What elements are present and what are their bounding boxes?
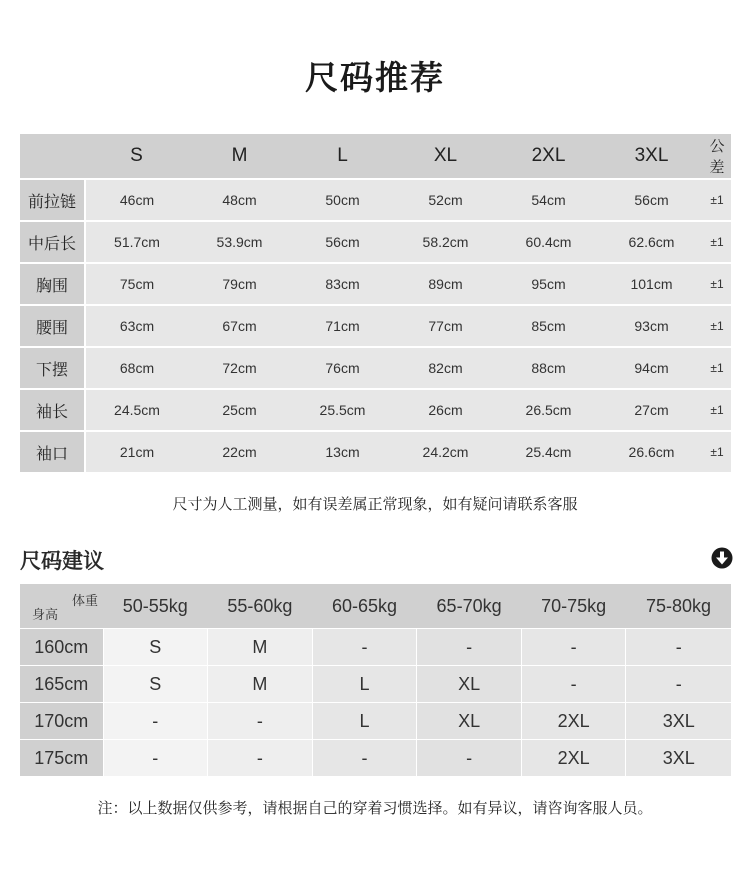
size-col-header: L (291, 134, 394, 179)
measurement-value: 51.7cm (85, 221, 188, 263)
measurement-value: 52cm (394, 179, 497, 221)
tolerance-header: 公差 (703, 134, 731, 179)
size-row (20, 221, 731, 263)
recommended-size: - (208, 703, 313, 740)
measurement-value: 75cm (85, 263, 188, 305)
section-title: 尺码建议 (20, 549, 104, 573)
recommended-size: - (521, 666, 626, 703)
size-col-header: 2XL (497, 134, 600, 179)
measurement-label: 下摆 (20, 347, 85, 389)
measurement-value: 76cm (291, 347, 394, 389)
height-row (20, 740, 731, 777)
measurement-value: 25.4cm (497, 431, 600, 473)
size-row (20, 431, 731, 473)
measurement-value: 88cm (497, 347, 600, 389)
measurement-value: 56cm (600, 179, 703, 221)
measurement-note: 尺寸为人工测量，如有误差属正常现象，如有疑问请联系客服 (172, 495, 578, 513)
weight-col-header: 75-80kg (626, 584, 731, 629)
recommended-size: M (208, 629, 313, 666)
measurement-value: 67cm (188, 305, 291, 347)
weight-col-header: 65-70kg (417, 584, 522, 629)
measurement-value: 50cm (291, 179, 394, 221)
measurement-value: 94cm (600, 347, 703, 389)
page-title: 尺码推荐 (305, 58, 445, 97)
recommended-size: - (521, 629, 626, 666)
height-label: 170cm (20, 703, 103, 740)
measurement-label: 袖口 (20, 431, 85, 473)
measurement-value: 21cm (85, 431, 188, 473)
measurement-value: 83cm (291, 263, 394, 305)
measurement-value: 58.2cm (394, 221, 497, 263)
measurement-value: 53.9cm (188, 221, 291, 263)
size-col-header: XL (394, 134, 497, 179)
size-chart-table (20, 134, 731, 474)
measurement-label: 袖长 (20, 389, 85, 431)
recommended-size: - (312, 740, 417, 777)
size-row (20, 347, 731, 389)
weight-col-header: 50-55kg (103, 584, 208, 629)
recommended-size: 2XL (521, 740, 626, 777)
tolerance-value: ±1 (703, 431, 731, 473)
recommended-size: - (626, 666, 731, 703)
recommended-size: - (417, 740, 522, 777)
measurement-label: 胸围 (20, 263, 85, 305)
measurement-value: 89cm (394, 263, 497, 305)
measurement-value: 85cm (497, 305, 600, 347)
height-row (20, 703, 731, 740)
recommended-size: S (103, 629, 208, 666)
tolerance-value: ±1 (703, 347, 731, 389)
measurement-value: 54cm (497, 179, 600, 221)
measurement-label: 中后长 (20, 221, 85, 263)
recommended-size: L (312, 666, 417, 703)
size-recommendation-table (20, 584, 731, 777)
measurement-value: 82cm (394, 347, 497, 389)
measurement-value: 72cm (188, 347, 291, 389)
recommended-size: - (417, 629, 522, 666)
recommended-size: M (208, 666, 313, 703)
measurement-value: 26.6cm (600, 431, 703, 473)
tolerance-value: ±1 (703, 305, 731, 347)
measurement-value: 48cm (188, 179, 291, 221)
tolerance-value: ±1 (703, 389, 731, 431)
measurement-value: 62.6cm (600, 221, 703, 263)
download-circle-icon[interactable] (711, 547, 733, 569)
tolerance-value: ±1 (703, 221, 731, 263)
measurement-value: 24.5cm (85, 389, 188, 431)
measurement-value: 71cm (291, 305, 394, 347)
measurement-value: 25.5cm (291, 389, 394, 431)
measurement-value: 63cm (85, 305, 188, 347)
measurement-value: 95cm (497, 263, 600, 305)
recommended-size: S (103, 666, 208, 703)
recommended-size: 2XL (521, 703, 626, 740)
recommended-size: 3XL (626, 740, 731, 777)
measurement-value: 60.4cm (497, 221, 600, 263)
size-row (20, 179, 731, 221)
size-col-header: 3XL (600, 134, 703, 179)
size-row (20, 389, 731, 431)
size-corner-cell (20, 134, 85, 179)
measurement-value: 22cm (188, 431, 291, 473)
measurement-value: 25cm (188, 389, 291, 431)
measurement-value: 13cm (291, 431, 394, 473)
measurement-value: 101cm (600, 263, 703, 305)
size-header-row (20, 134, 731, 179)
measurement-value: 46cm (85, 179, 188, 221)
recommended-size: - (626, 629, 731, 666)
size-col-header: M (188, 134, 291, 179)
size-row (20, 305, 731, 347)
measurement-label: 前拉链 (20, 179, 85, 221)
weight-col-header: 55-60kg (208, 584, 313, 629)
height-label: 175cm (20, 740, 103, 777)
corner-cell (20, 584, 103, 629)
recommended-size: XL (417, 703, 522, 740)
size-col-header: S (85, 134, 188, 179)
height-row (20, 629, 731, 666)
recommended-size: - (312, 629, 417, 666)
weight-col-header: 70-75kg (521, 584, 626, 629)
weight-axis-label: 体重 (71, 594, 98, 609)
height-label: 165cm (20, 666, 103, 703)
measurement-value: 93cm (600, 305, 703, 347)
measurement-label: 腰围 (20, 305, 85, 347)
measurement-value: 79cm (188, 263, 291, 305)
recommended-size: 3XL (626, 703, 731, 740)
measurement-value: 26.5cm (497, 389, 600, 431)
measurement-value: 68cm (85, 347, 188, 389)
recommended-size: - (103, 703, 208, 740)
measurement-value: 77cm (394, 305, 497, 347)
measurement-value: 56cm (291, 221, 394, 263)
recommended-size: L (312, 703, 417, 740)
height-label: 160cm (20, 629, 103, 666)
height-row (20, 666, 731, 703)
height-axis-label: 身高 (32, 608, 59, 623)
measurement-value: 27cm (600, 389, 703, 431)
weight-header-row (20, 584, 731, 629)
recommended-size: - (208, 740, 313, 777)
measurement-value: 24.2cm (394, 431, 497, 473)
weight-col-header: 60-65kg (312, 584, 417, 629)
recommended-size: XL (417, 666, 522, 703)
tolerance-value: ±1 (703, 263, 731, 305)
recommended-size: - (103, 740, 208, 777)
tolerance-value: ±1 (703, 179, 731, 221)
measurement-value: 26cm (394, 389, 497, 431)
footer-note: 注：以上数据仅供参考，请根据自己的穿着习惯选择。如有异议，请咨询客服人员。 (97, 799, 653, 817)
size-row (20, 263, 731, 305)
